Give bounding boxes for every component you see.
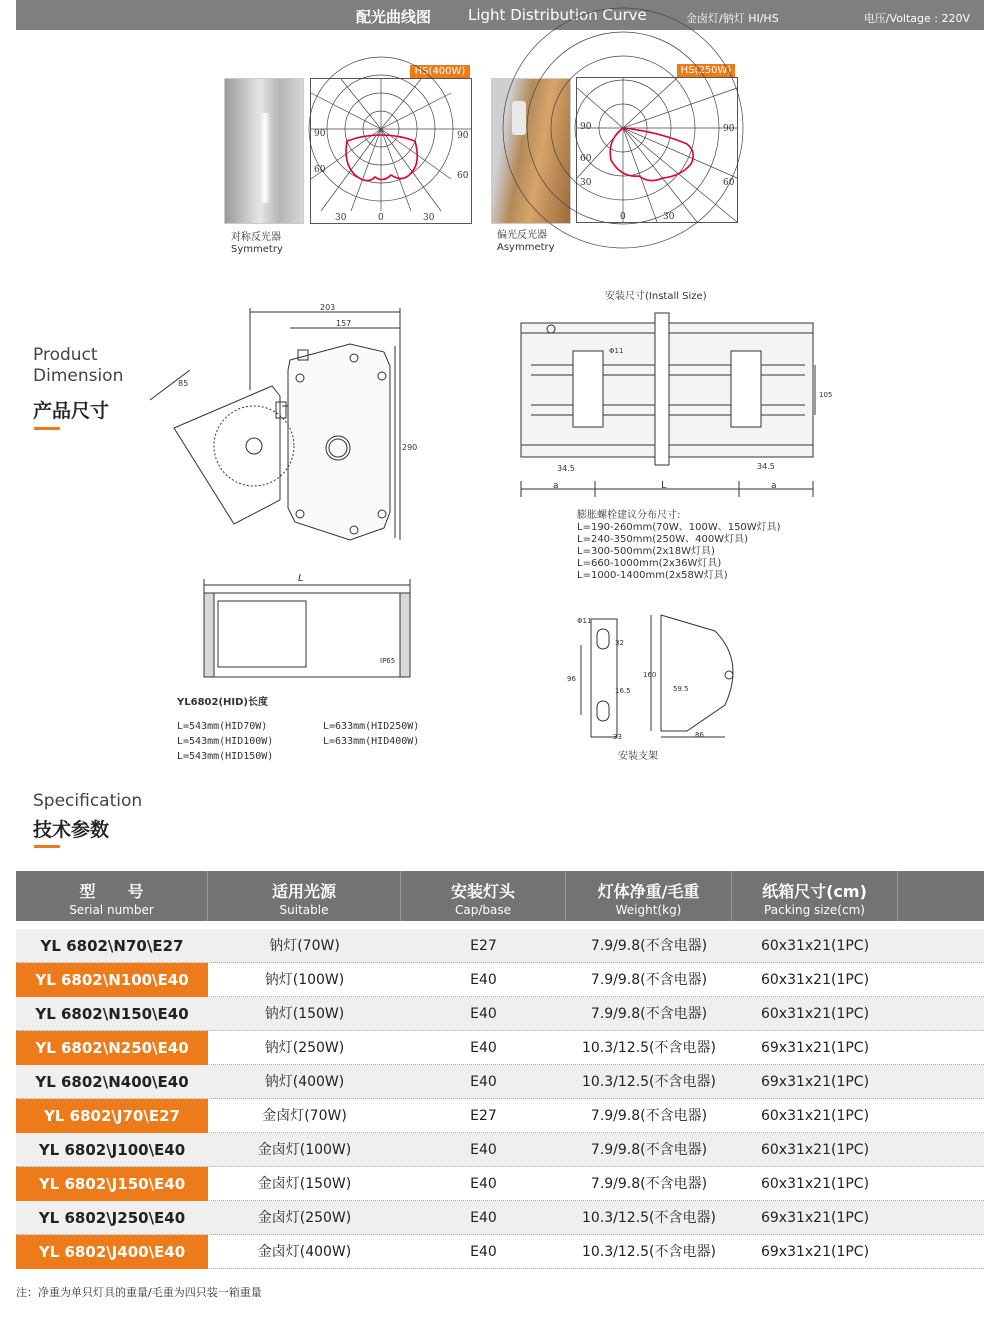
polar-chart-asymmetric (576, 77, 738, 223)
bracket-dim-phi11: Φ11 (577, 617, 592, 625)
ip-rating-label: IP65 (380, 657, 396, 665)
install-note: L=300-500mm(2x18W灯具) (577, 546, 715, 557)
curve1-label: 0 (378, 213, 384, 223)
header-cn: 灯体净重/毛重 (597, 882, 700, 901)
header-cn: 型 号 (79, 882, 144, 901)
bracket-dim-33: 33 (613, 733, 622, 741)
dim-34-5-right: 34.5 (757, 462, 775, 471)
header-voltage: 电压/Voltage : 220V (863, 12, 970, 25)
dim-34-5-left: 34.5 (557, 464, 575, 473)
product-title-line2: Dimension (33, 366, 124, 386)
table-row (16, 1133, 984, 1167)
cell-pack: 60x31x21(1PC) (760, 1108, 870, 1124)
cell-serial: YL 6802\J250\E40 (38, 1209, 186, 1227)
cell-cap: E40 (470, 1176, 497, 1192)
cell-pack: 69x31x21(1PC) (760, 1040, 870, 1056)
table-row (16, 997, 984, 1031)
curve2-label: 90 (580, 122, 592, 132)
length-item: L=633mm(HID400W) (323, 736, 420, 747)
light-curve-symmetric (346, 135, 417, 181)
cell-pack: 60x31x21(1PC) (760, 1142, 870, 1158)
front-view-drawing (198, 565, 418, 685)
header-en: Cap/base (455, 903, 511, 917)
cell-pack: 60x31x21(1PC) (760, 1006, 870, 1022)
bracket-dim-160: 160 (643, 671, 657, 679)
install-note-title: 膨胀螺栓建议分布尺寸: (577, 510, 681, 521)
length-item: L=543mm(HID150W) (177, 751, 274, 762)
table-row (16, 1099, 984, 1133)
cell-weight: 10.3/12.5(不含电器) (582, 1210, 716, 1226)
header-title-cn: 配光曲线图 (356, 8, 432, 26)
header-en: Packing size(cm) (764, 903, 865, 917)
cell-source: 钠灯(150W) (264, 1006, 345, 1022)
cell-weight: 10.3/12.5(不含电器) (582, 1074, 716, 1090)
header-cn: 安装灯头 (450, 882, 515, 901)
cell-weight: 7.9/9.8(不含电器) (590, 1142, 708, 1158)
section-underline (34, 427, 60, 430)
bracket-dim-86: 86 (695, 731, 704, 739)
install-size-title: 安装尺寸(Install Size) (605, 291, 707, 302)
cell-source: 钠灯(400W) (264, 1074, 345, 1090)
symmetric-reflector-photo (224, 78, 304, 224)
cell-weight: 7.9/9.8(不含电器) (590, 972, 708, 988)
dim-a-left: a (553, 481, 559, 491)
cell-cap: E40 (470, 1006, 497, 1022)
cell-cap: E27 (470, 938, 497, 954)
cell-source: 金卤灯(70W) (262, 1108, 347, 1124)
dim-105: 105 (819, 391, 833, 399)
bracket-dim-16-5: 16.5 (615, 687, 631, 695)
cell-source: 金卤灯(250W) (257, 1210, 352, 1226)
cell-pack: 69x31x21(1PC) (760, 1244, 870, 1260)
col-packing (732, 871, 898, 921)
cell-serial: YL 6802\N250\E40 (16, 1031, 208, 1065)
cell-pack: 60x31x21(1PC) (760, 938, 870, 954)
product-title-line1: Product (33, 345, 98, 365)
curve1-caption-cn: 对称反光器 (231, 232, 281, 243)
cell-pack: 69x31x21(1PC) (760, 1074, 870, 1090)
curve2-label: 30 (580, 178, 592, 188)
spec-table-header (16, 871, 984, 921)
cell-cap: E40 (470, 1040, 497, 1056)
curve2-label: 60 (580, 154, 592, 164)
bracket-dim-96: 96 (567, 675, 576, 683)
cell-weight: 7.9/9.8(不含电器) (590, 1006, 708, 1022)
specification-title-cn: 技术参数 (33, 819, 110, 841)
dim-a-right: a (771, 481, 777, 491)
polar-grid-asymmetric (577, 78, 737, 222)
cell-pack: 60x31x21(1PC) (760, 1176, 870, 1192)
curve1-caption-en: Symmetry (231, 244, 283, 255)
cell-source: 钠灯(100W) (264, 972, 345, 988)
header-en: Serial number (69, 903, 154, 917)
col-weight (566, 871, 732, 921)
bracket-drawing (565, 605, 755, 745)
cell-pack: 69x31x21(1PC) (760, 1210, 870, 1226)
dim-290: 290 (402, 443, 418, 452)
dim-length-label: L (298, 573, 304, 584)
curve2-label: 30 (663, 212, 675, 222)
length-item: L=543mm(HID70W) (177, 721, 268, 732)
header-bar (16, 0, 984, 30)
install-note: L=240-350mm(250W、400W灯具) (577, 534, 748, 545)
curve2-label: 0 (620, 212, 626, 222)
table-row (16, 929, 984, 963)
cell-source: 金卤灯(100W) (257, 1142, 352, 1158)
header-lamp-type: 金卤灯/钠灯 HI/HS (686, 12, 779, 25)
col-cap (401, 871, 566, 921)
curve2-label: 60 (723, 178, 735, 188)
cell-source: 钠灯(250W) (264, 1040, 345, 1056)
cell-weight: 10.3/12.5(不含电器) (582, 1040, 716, 1056)
lamp-tube-icon (259, 113, 271, 203)
header-en: Suitable (279, 903, 329, 917)
curve2-tag: HS(250W) (677, 64, 735, 77)
cell-serial: YL 6802\N150\E40 (35, 1005, 189, 1023)
table-footnote: 注：净重为单只灯具的重量/毛重为四只装一箱重量 (16, 1286, 262, 1299)
header-title-en: Light Distribution Curve (468, 6, 647, 24)
product-dimension-title-cn: 产品尺寸 (33, 400, 110, 422)
cell-serial: YL 6802\N100\E40 (16, 963, 208, 997)
cell-weight: 7.9/9.8(不含电器) (590, 1176, 708, 1192)
curve1-label: 60 (457, 171, 469, 181)
curve1-tag: HS(400W) (410, 65, 470, 78)
curve1-label: 90 (457, 131, 469, 141)
length-item: L=633mm(HID250W) (323, 721, 420, 732)
curve1-caption (231, 232, 283, 256)
cell-cap: E40 (470, 1244, 497, 1260)
curve2-caption-cn: 偏光反光器 (497, 230, 547, 241)
header-cn: 纸箱尺寸(cm) (762, 882, 867, 901)
specification-title-en: Specification (33, 791, 143, 811)
cell-serial: YL 6802\J400\E40 (16, 1235, 208, 1269)
cell-weight: 7.9/9.8(不含电器) (590, 1108, 708, 1124)
table-row (16, 1065, 984, 1099)
dim-203: 203 (320, 303, 336, 312)
cell-pack: 60x31x21(1PC) (760, 972, 870, 988)
table-row (16, 1235, 984, 1269)
polar-chart-symmetric (310, 78, 472, 224)
cell-serial: YL 6802\N70\E27 (40, 937, 184, 955)
lamp-socket-icon (512, 101, 526, 135)
cell-source: 金卤灯(150W) (257, 1176, 352, 1192)
cell-cap: E27 (470, 1108, 497, 1124)
bracket-title: 安装支架 (618, 751, 658, 762)
install-note: L=1000-1400mm(2x58W灯具) (577, 570, 728, 581)
cell-cap: E40 (470, 1142, 497, 1158)
cell-cap: E40 (470, 1210, 497, 1226)
cell-serial: YL 6802\J150\E40 (16, 1167, 208, 1201)
product-dimension-title-en (33, 345, 123, 387)
header-en: Weight(kg) (615, 903, 682, 917)
cell-cap: E40 (470, 972, 497, 988)
cell-serial: YL 6802\J70\E27 (16, 1099, 208, 1133)
curve1-label: 30 (335, 213, 347, 223)
table-row (16, 1201, 984, 1235)
cell-weight: 10.3/12.5(不含电器) (582, 1244, 716, 1260)
dim-85: 85 (178, 379, 189, 388)
polar-grid-symmetric (311, 79, 471, 223)
section-underline (34, 845, 60, 848)
cell-source: 钠灯(70W) (269, 938, 340, 954)
table-row (16, 963, 984, 997)
length-item: L=543mm(HID100W) (177, 736, 274, 747)
curve1-label: 30 (423, 213, 435, 223)
bracket-dim-59-5: 59.5 (673, 685, 689, 693)
curve1-label: 60 (314, 165, 326, 175)
cell-cap: E40 (470, 1074, 497, 1090)
install-note: L=190-260mm(70W、100W、150W灯具) (577, 522, 781, 533)
curve2-caption-en: Asymmetry (497, 242, 555, 253)
col-suitable (208, 871, 401, 921)
header-cn: 适用光源 (271, 882, 336, 901)
side-view-drawing (150, 300, 420, 550)
col-serial (16, 871, 208, 921)
cell-source: 金卤灯(400W) (257, 1244, 352, 1260)
install-note: L=660-1000mm(2x36W灯具) (577, 558, 722, 569)
dim-phi11: Φ11 (609, 347, 624, 355)
length-table-title: YL6802(HID)长度 (177, 697, 268, 708)
table-row (16, 1031, 984, 1065)
dim-157: 157 (336, 319, 352, 328)
dim-L: L (661, 480, 667, 491)
cell-serial: YL 6802\N400\E40 (35, 1073, 189, 1091)
curve1-label: 90 (314, 129, 326, 139)
curve2-label: 90 (723, 124, 735, 134)
curve2-caption (497, 230, 555, 254)
table-row (16, 1167, 984, 1201)
install-size-drawing (515, 305, 833, 500)
cell-weight: 7.9/9.8(不含电器) (590, 938, 708, 954)
bracket-dim-32: 32 (615, 639, 624, 647)
cell-serial: YL 6802\J100\E40 (38, 1141, 186, 1159)
